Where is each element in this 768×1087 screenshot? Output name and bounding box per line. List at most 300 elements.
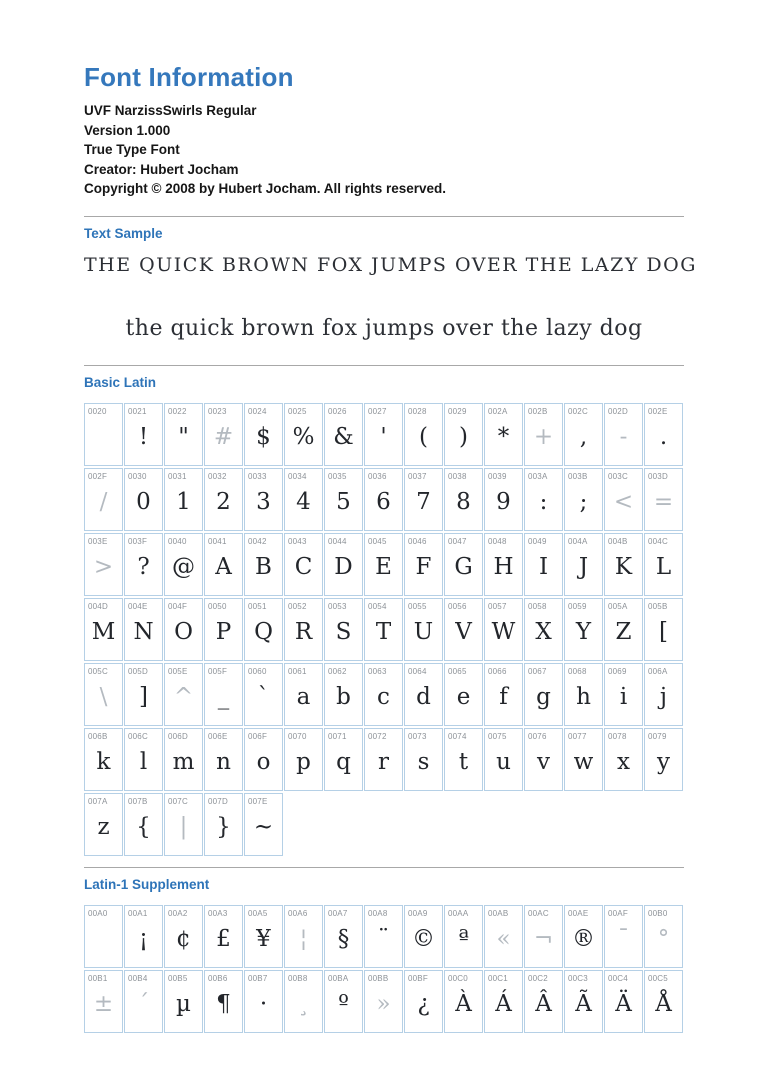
glyph: Ä (615, 991, 632, 1017)
glyph: Á (495, 991, 512, 1017)
glyph: x (617, 749, 630, 775)
codepoint-label: 0078 (608, 731, 627, 741)
glyph: d (416, 684, 431, 710)
codepoint-label: 004E (128, 601, 148, 611)
codepoint-label: 0035 (328, 471, 347, 481)
glyph: e (456, 684, 471, 710)
codepoint-label: 0075 (488, 731, 507, 741)
glyph-cell (164, 905, 203, 968)
font-creator: Creator: Hubert Jocham (84, 161, 239, 177)
glyph: Ã (575, 991, 592, 1017)
glyph-cell (244, 793, 283, 856)
glyph-cell (404, 905, 443, 968)
glyph: [ (659, 619, 668, 645)
codepoint-label: 0026 (328, 406, 347, 416)
glyph: R (294, 619, 313, 645)
glyph: ¶ (216, 991, 231, 1017)
codepoint-label: 00B4 (128, 973, 148, 983)
glyph: @ (172, 554, 195, 580)
glyph: ? (137, 554, 150, 580)
codepoint-label: 00C4 (608, 973, 628, 983)
glyph-cell (324, 728, 363, 791)
glyph-cell (644, 403, 683, 466)
codepoint-label: 0040 (168, 536, 187, 546)
glyph: = (653, 489, 674, 515)
font-type: True Type Font (84, 142, 180, 157)
glyph-cell (84, 403, 123, 466)
codepoint-label: 0032 (208, 471, 227, 481)
codepoint-label: 00A6 (288, 908, 308, 918)
glyph: ¦ (299, 926, 308, 952)
codepoint-label: 0024 (248, 406, 267, 416)
glyph: > (93, 554, 114, 580)
glyph: C (294, 554, 313, 580)
codepoint-label: 004B (608, 536, 628, 546)
glyph-cell (644, 728, 683, 791)
glyph-cell (124, 728, 163, 791)
glyph-cell (444, 728, 483, 791)
glyph: : (539, 489, 548, 515)
glyph-cell (164, 728, 203, 791)
glyph: 5 (336, 489, 351, 515)
glyph-cell (604, 403, 643, 466)
glyph-cell (84, 905, 123, 968)
codepoint-label: 0036 (368, 471, 387, 481)
glyph: ] (139, 684, 148, 710)
codepoint-label: 0034 (288, 471, 307, 481)
glyph-cell (244, 970, 283, 1033)
glyph: E (375, 554, 392, 580)
glyph-cell (644, 970, 683, 1033)
codepoint-label: 007C (168, 796, 188, 806)
glyph: A (215, 554, 232, 580)
codepoint-label: 00B0 (648, 908, 668, 918)
glyph: 7 (416, 489, 431, 515)
codepoint-label: 00C3 (568, 973, 588, 983)
codepoint-label: 0039 (488, 471, 507, 481)
glyph: - (619, 424, 628, 450)
codepoint-label: 0071 (328, 731, 347, 741)
codepoint-label: 0056 (448, 601, 467, 611)
glyph-cell (84, 468, 123, 531)
glyph-row (84, 793, 684, 856)
glyph: i (619, 684, 628, 710)
glyph-cell (244, 598, 283, 661)
codepoint-label: 007A (88, 796, 108, 806)
codepoint-label: 005D (128, 666, 148, 676)
glyph: ` (257, 684, 270, 710)
glyph-cell (204, 728, 243, 791)
glyph-cell (204, 403, 243, 466)
glyph-cell (604, 970, 643, 1033)
glyph: " (178, 424, 189, 450)
glyph: V (455, 619, 472, 645)
glyph-cell (444, 905, 483, 968)
glyph: o (256, 749, 271, 775)
codepoint-label: 0029 (448, 406, 467, 416)
glyph-cell (564, 970, 603, 1033)
codepoint-label: 00B7 (248, 973, 268, 983)
glyph: ) (459, 424, 468, 450)
glyph: q (336, 749, 351, 775)
glyph: 4 (296, 489, 311, 515)
glyph: T (375, 619, 392, 645)
codepoint-label: 00B8 (288, 973, 308, 983)
glyph-row (84, 598, 684, 661)
glyph: W (491, 619, 516, 645)
glyph: ª (458, 926, 469, 952)
glyph-cell (84, 728, 123, 791)
glyph: § (337, 926, 350, 952)
glyph: % (292, 424, 315, 450)
glyph: a (296, 684, 311, 710)
glyph-cell (604, 663, 643, 726)
page-title: Font Information (84, 62, 294, 92)
glyph: F (415, 554, 432, 580)
glyph: , (579, 424, 588, 450)
codepoint-label: 00AB (488, 908, 509, 918)
glyph: Å (655, 991, 672, 1017)
codepoint-label: 0037 (408, 471, 427, 481)
codepoint-label: 00AF (608, 908, 628, 918)
codepoint-label: 0064 (408, 666, 427, 676)
glyph: # (213, 424, 234, 450)
glyph-cell (84, 533, 123, 596)
glyph-row (84, 905, 684, 968)
glyph-cell (524, 970, 563, 1033)
glyph: µ (176, 991, 191, 1017)
codepoint-label: 00B1 (88, 973, 108, 983)
glyph-cell (124, 468, 163, 531)
codepoint-label: 0066 (488, 666, 507, 676)
glyph: n (216, 749, 231, 775)
glyph: ¿ (417, 991, 430, 1017)
codepoint-label: 0055 (408, 601, 427, 611)
codepoint-label: 00C0 (448, 973, 468, 983)
glyph-cell (404, 663, 443, 726)
codepoint-label: 00BA (328, 973, 349, 983)
basic-latin-grid (84, 403, 684, 856)
glyph-cell (324, 663, 363, 726)
glyph-row (84, 533, 684, 596)
glyph-cell (204, 970, 243, 1033)
glyph: c (377, 684, 390, 710)
codepoint-label: 0050 (208, 601, 227, 611)
codepoint-label: 0045 (368, 536, 387, 546)
glyph-cell (564, 403, 603, 466)
glyph-cell (484, 970, 523, 1033)
glyph-cell (444, 598, 483, 661)
codepoint-label: 0076 (528, 731, 547, 741)
glyph-cell (204, 793, 243, 856)
codepoint-label: 005B (648, 601, 668, 611)
glyph: © (412, 926, 435, 952)
codepoint-label: 0052 (288, 601, 307, 611)
glyph-cell (164, 403, 203, 466)
codepoint-label: 005F (208, 666, 228, 676)
glyph-cell (644, 468, 683, 531)
codepoint-label: 006C (128, 731, 148, 741)
glyph: ; (579, 489, 588, 515)
font-version: Version 1.000 (84, 122, 171, 138)
codepoint-label: 00AA (448, 908, 469, 918)
glyph: l (139, 749, 148, 775)
glyph-cell (404, 728, 443, 791)
glyph-cell (244, 403, 283, 466)
glyph-cell (124, 663, 163, 726)
glyph: ! (138, 424, 149, 450)
text-sample-heading: Text Sample (84, 225, 163, 241)
glyph: U (413, 619, 434, 645)
glyph-row (84, 663, 684, 726)
codepoint-label: 0051 (248, 601, 267, 611)
glyph: & (333, 424, 354, 450)
codepoint-label: 00AE (568, 908, 589, 918)
glyph: j (659, 684, 668, 710)
glyph: k (96, 749, 111, 775)
codepoint-label: 0074 (448, 731, 467, 741)
codepoint-label: 004D (88, 601, 108, 611)
glyph: / (99, 489, 108, 515)
codepoint-label: 0069 (608, 666, 627, 676)
codepoint-label: 00C5 (648, 973, 668, 983)
glyph-cell (524, 598, 563, 661)
codepoint-label: 0062 (328, 666, 347, 676)
glyph-cell (484, 905, 523, 968)
glyph-cell (124, 403, 163, 466)
section-divider (84, 216, 684, 217)
codepoint-label: 0065 (448, 666, 467, 676)
glyph: £ (216, 926, 231, 952)
glyph-cell (324, 598, 363, 661)
glyph-cell (204, 533, 243, 596)
glyph-cell (444, 970, 483, 1033)
glyph: ¬ (533, 926, 554, 952)
codepoint-label: 00A3 (208, 908, 228, 918)
glyph-cell (564, 663, 603, 726)
glyph-cell (284, 728, 323, 791)
glyph-cell (364, 663, 403, 726)
glyph: M (91, 619, 116, 645)
glyph-cell (524, 533, 563, 596)
glyph: ° (657, 926, 670, 952)
codepoint-label: 00A7 (328, 908, 348, 918)
codepoint-label: 003D (648, 471, 668, 481)
glyph-cell (564, 905, 603, 968)
glyph-cell (324, 970, 363, 1033)
codepoint-label: 0061 (288, 666, 307, 676)
codepoint-label: 00A9 (408, 908, 428, 918)
glyph: 3 (256, 489, 271, 515)
glyph: z (97, 814, 110, 840)
codepoint-label: 0077 (568, 731, 587, 741)
glyph-cell (604, 598, 643, 661)
glyph-cell (484, 533, 523, 596)
glyph-cell (524, 905, 563, 968)
glyph-cell (244, 533, 283, 596)
glyph: L (655, 554, 672, 580)
glyph: * (497, 424, 510, 450)
glyph: ¸ (297, 991, 310, 1017)
glyph-cell (644, 905, 683, 968)
sample-text-uppercase: THE QUICK BROWN FOX JUMPS OVER THE LAZY DOG (84, 253, 697, 276)
codepoint-label: 0025 (288, 406, 307, 416)
glyph-cell (204, 663, 243, 726)
glyph-cell (444, 663, 483, 726)
codepoint-label: 0068 (568, 666, 587, 676)
codepoint-label: 0059 (568, 601, 587, 611)
glyph: | (179, 814, 188, 840)
codepoint-label: 0073 (408, 731, 427, 741)
glyph-cell (164, 970, 203, 1033)
glyph-cell (124, 970, 163, 1033)
glyph: t (458, 749, 469, 775)
codepoint-label: 0060 (248, 666, 267, 676)
glyph-cell (524, 728, 563, 791)
glyph-cell (444, 403, 483, 466)
glyph-cell (644, 598, 683, 661)
glyph-cell (484, 598, 523, 661)
glyph-cell (124, 905, 163, 968)
glyph-cell (484, 663, 523, 726)
codepoint-label: 004C (648, 536, 668, 546)
glyph: ( (419, 424, 428, 450)
glyph-cell (444, 533, 483, 596)
glyph-cell (164, 793, 203, 856)
font-info-block (84, 101, 684, 199)
glyph: + (533, 424, 554, 450)
codepoint-label: 00B5 (168, 973, 188, 983)
glyph: $ (256, 424, 271, 450)
font-specimen-page (84, 0, 697, 1085)
glyph-cell (284, 663, 323, 726)
codepoint-label: 00A1 (128, 908, 148, 918)
glyph-row (84, 728, 684, 791)
codepoint-label: 007E (248, 796, 268, 806)
glyph: f (499, 684, 508, 710)
section-divider (84, 867, 684, 868)
codepoint-label: 0033 (248, 471, 267, 481)
section-divider (84, 365, 684, 366)
codepoint-label: 00A2 (168, 908, 188, 918)
glyph-cell (204, 468, 243, 531)
glyph-cell (284, 598, 323, 661)
glyph: ~ (253, 814, 274, 840)
glyph: º (338, 991, 349, 1017)
codepoint-label: 005E (168, 666, 188, 676)
glyph-cell (484, 728, 523, 791)
glyph-cell (324, 468, 363, 531)
glyph: ± (93, 991, 114, 1017)
codepoint-label: 0070 (288, 731, 307, 741)
glyph: « (496, 926, 511, 952)
glyph-cell (604, 905, 643, 968)
font-name: UVF NarzissSwirls Regular (84, 103, 257, 118)
glyph-cell (644, 663, 683, 726)
codepoint-label: 00A0 (88, 908, 108, 918)
glyph: g (536, 684, 551, 710)
glyph-cell (404, 403, 443, 466)
codepoint-label: 0047 (448, 536, 467, 546)
glyph-cell (604, 533, 643, 596)
glyph-cell (364, 533, 403, 596)
glyph: I (538, 554, 549, 580)
glyph-cell (364, 728, 403, 791)
codepoint-label: 0043 (288, 536, 307, 546)
glyph: 1 (176, 489, 191, 515)
glyph: b (336, 684, 351, 710)
glyph-cell (84, 598, 123, 661)
codepoint-label: 00A8 (368, 908, 388, 918)
glyph: S (335, 619, 352, 645)
glyph-cell (84, 793, 123, 856)
glyph-cell (564, 598, 603, 661)
codepoint-label: 003E (88, 536, 108, 546)
glyph: · (259, 991, 268, 1017)
codepoint-label: 007B (128, 796, 148, 806)
glyph-cell (324, 905, 363, 968)
codepoint-label: 0063 (368, 666, 387, 676)
glyph: » (376, 991, 391, 1017)
codepoint-label: 0041 (208, 536, 227, 546)
codepoint-label: 0057 (488, 601, 507, 611)
codepoint-label: 0048 (488, 536, 507, 546)
glyph-cell (364, 905, 403, 968)
codepoint-label: 0020 (88, 406, 107, 416)
glyph-cell (204, 905, 243, 968)
glyph-cell (564, 468, 603, 531)
glyph-row (84, 468, 684, 531)
font-copyright: Copyright © 2008 by Hubert Jocham. All rights reserved. (84, 181, 447, 196)
codepoint-label: 006D (168, 731, 188, 741)
glyph-cell (84, 663, 123, 726)
glyph: H (493, 554, 514, 580)
glyph: G (454, 554, 473, 580)
codepoint-label: 00C1 (488, 973, 508, 983)
glyph: p (296, 749, 311, 775)
glyph: ' (380, 424, 387, 450)
glyph: u (496, 749, 511, 775)
glyph-cell (444, 468, 483, 531)
glyph: ^ (173, 684, 194, 710)
codepoint-label: 0027 (368, 406, 387, 416)
codepoint-label: 006F (248, 731, 268, 741)
glyph: < (613, 489, 634, 515)
codepoint-label: 002D (608, 406, 628, 416)
codepoint-label: 002F (88, 471, 108, 481)
codepoint-label: 002A (488, 406, 508, 416)
glyph: Â (535, 991, 552, 1017)
codepoint-label: 002E (648, 406, 668, 416)
codepoint-label: 0046 (408, 536, 427, 546)
glyph-cell (364, 403, 403, 466)
glyph-cell (524, 403, 563, 466)
codepoint-label: 00BB (368, 973, 389, 983)
codepoint-label: 0079 (648, 731, 667, 741)
codepoint-label: 007D (208, 796, 228, 806)
glyph-cell (244, 663, 283, 726)
codepoint-label: 004F (168, 601, 188, 611)
glyph-cell (364, 970, 403, 1033)
glyph: \ (99, 684, 108, 710)
glyph: B (255, 554, 272, 580)
codepoint-label: 00AC (528, 908, 549, 918)
glyph-cell (164, 598, 203, 661)
codepoint-label: 00BF (408, 973, 428, 983)
glyph (85, 416, 122, 465)
glyph: } (216, 814, 231, 840)
glyph-cell (604, 728, 643, 791)
